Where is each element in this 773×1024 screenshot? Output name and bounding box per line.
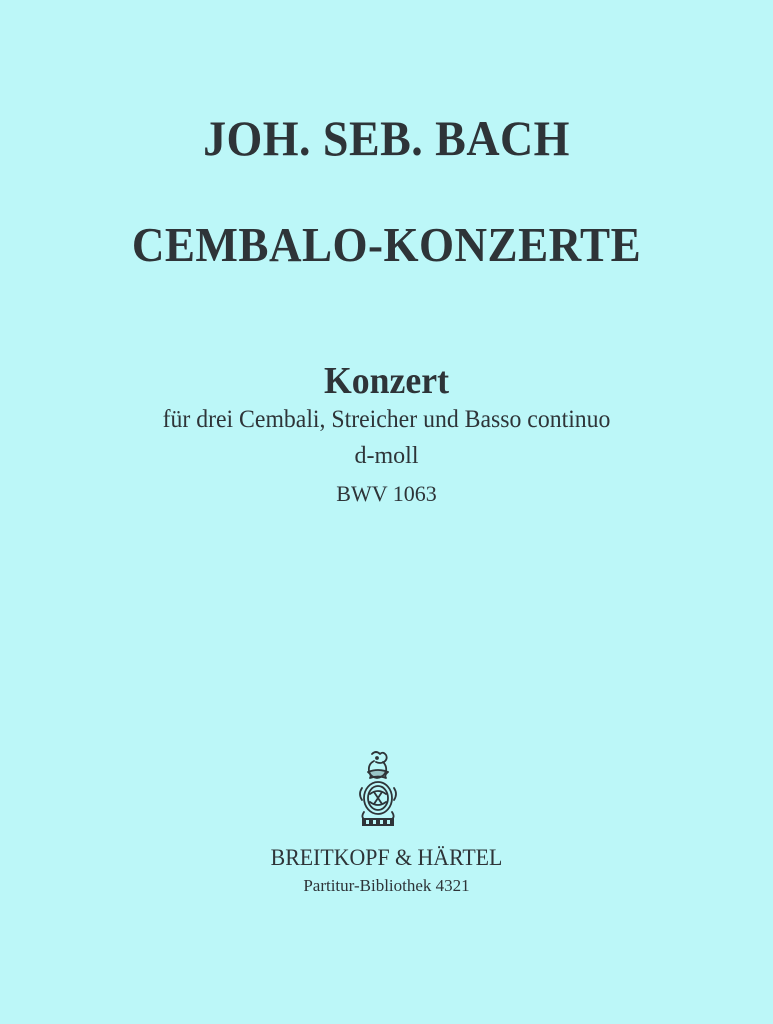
series-number: Partitur-Bibliothek 4321 [303, 876, 470, 895]
composer-name: JOH. SEB. BACH [203, 110, 570, 166]
catalog-number: BWV 1063 [336, 481, 437, 506]
collection-title: CEMBALO-KONZERTE [131, 217, 642, 272]
work-title: Konzert [324, 360, 449, 402]
publisher-emblem-icon [350, 748, 406, 828]
publisher-name: BREITKOPF & HÄRTEL [270, 845, 503, 870]
key-signature: d-moll [354, 443, 419, 469]
instrumentation: für drei Cembali, Streicher und Basso continuo [162, 406, 611, 433]
